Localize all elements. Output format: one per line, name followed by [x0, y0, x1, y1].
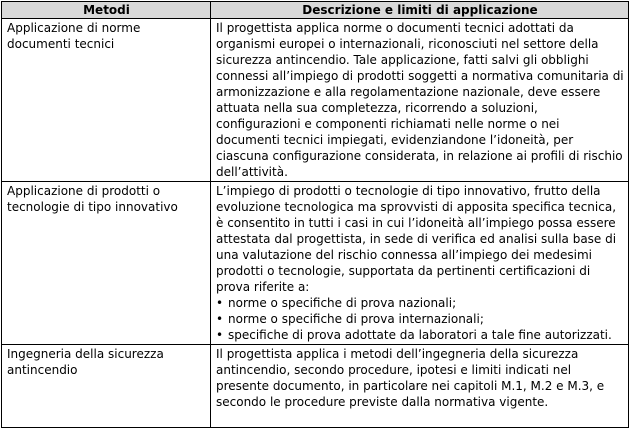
method-cell: Ingegneria della sicurezza antincendio: [2, 345, 211, 428]
list-item-text: specifiche di prova adottate da laboratori a tale fine autorizzati.: [228, 328, 612, 342]
list-item: [216, 327, 624, 343]
description-cell: [211, 182, 629, 345]
methods-table: [1, 1, 629, 428]
list-item-text: norme o specifiche di prova nazionali;: [228, 296, 457, 310]
table-row: [2, 345, 629, 428]
description-text: L’impiego di prodotti o tecnologie di tipo innovativo, frutto della evoluzione tecnologica ma sprovvisti di apposita specifica tecnica, è consentito in tutti i casi in cui l’idoneità all’impiego possa essere attestata dal progettista, in sede di verifica ed analisi sulla base di una valutazione del rischio connessa all’impiego dei medesimi prodotti o tecnologie, supportata da pertinenti certificazioni di prova riferite a:: [216, 184, 617, 294]
method-cell: Applicazione di norme documenti tecnici: [2, 19, 211, 182]
list-item-text: norme o specifiche di prova internazionali;: [228, 312, 484, 326]
list-item: [216, 311, 624, 327]
header-methods: Metodi: [2, 2, 211, 19]
bullet-icon: •: [216, 312, 224, 326]
table-row: [2, 19, 629, 182]
bullet-list: [216, 295, 624, 343]
bullet-icon: •: [216, 296, 224, 310]
description-cell: Il progettista applica norme o documenti tecnici adottati da organismi europei o internazionali, riconosciuti nel settore della sicurezza antincendio. Tale applicazione, fatti salvi gli obblighi connessi all’impiego di prodotti soggetti a normativa comunitaria di armonizzazione e alla regolamentazione nazionale, deve essere attuata nella sua completezza, ricorrendo a soluzioni, configurazioni e componenti richiamati nelle norme o nei documenti tecnici impiegati, evidenziandone l’idoneità, per ciascuna configurazione considerata, in relazione ai profili di rischio dell’attività.: [211, 19, 629, 182]
description-cell: Il progettista applica i metodi dell’ingegneria della sicurezza antincendio, secondo procedure, ipotesi e limiti indicati nel presente documento, in particolare nei capitoli M.1, M.2 e M.3, e secondo le procedure previste dalla normativa vigente.: [211, 345, 629, 428]
table-row: [2, 182, 629, 345]
list-item: [216, 295, 624, 311]
bullet-icon: •: [216, 328, 224, 342]
header-description: Descrizione e limiti di applicazione: [211, 2, 629, 19]
method-cell: Applicazione di prodotti o tecnologie di tipo innovativo: [2, 182, 211, 345]
table-header-row: [2, 2, 629, 19]
